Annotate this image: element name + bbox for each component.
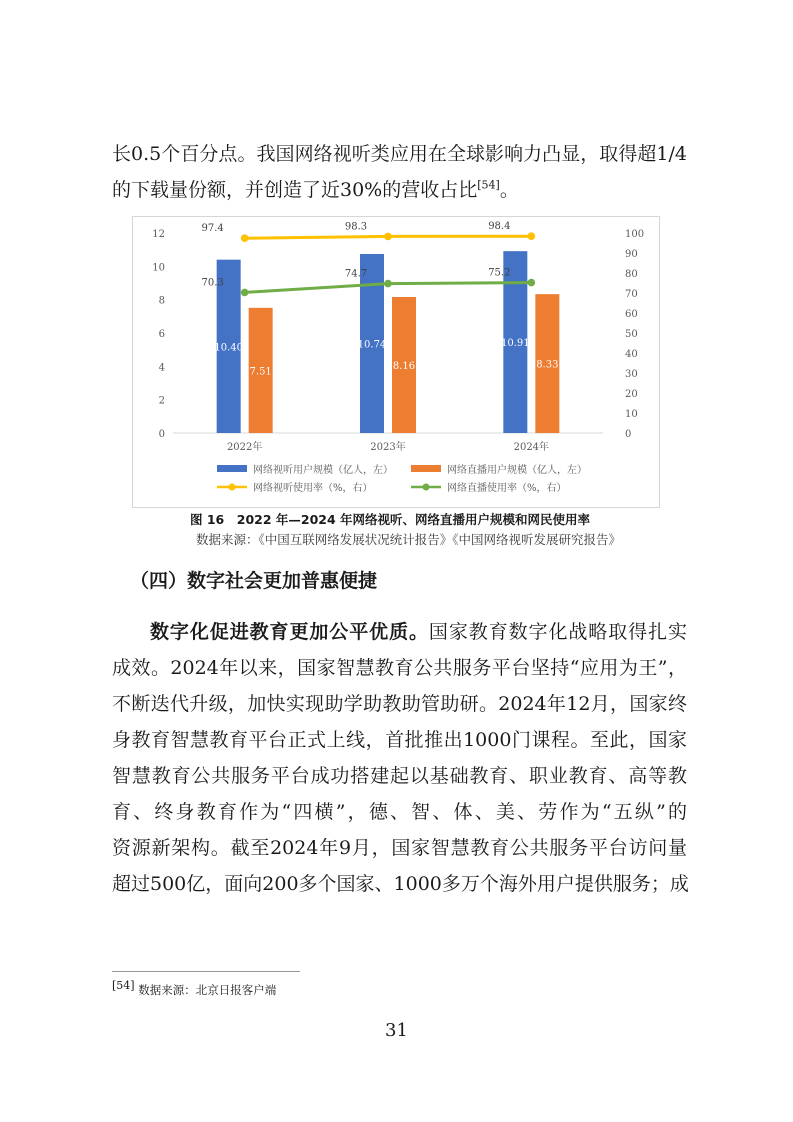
intro-paragraph bbox=[112, 136, 687, 208]
body-line: 成效。2024年以来，国家智慧教育公共服务平台坚持“应用为王”， bbox=[112, 657, 687, 679]
footnote bbox=[112, 979, 277, 998]
right-axis-tick: 20 bbox=[625, 389, 638, 400]
series-point-label: 98.3 bbox=[344, 221, 368, 233]
series-point-label: 70.3 bbox=[201, 277, 224, 289]
right-axis-tick: 0 bbox=[625, 429, 632, 440]
page-number: 31 bbox=[385, 1020, 408, 1041]
right-axis-tick: 70 bbox=[625, 289, 638, 300]
series-point-label: 98.4 bbox=[488, 221, 511, 233]
legend-label: 网络视听使用率（%，右） bbox=[253, 483, 373, 494]
figure-chart bbox=[132, 216, 660, 508]
footnote-divider bbox=[112, 971, 300, 972]
series-point bbox=[241, 289, 249, 297]
intro-line-2-end: 。 bbox=[499, 179, 519, 201]
series-point bbox=[528, 279, 536, 287]
legend-swatch bbox=[217, 465, 247, 472]
bar-value-label: 7.51 bbox=[249, 366, 272, 378]
series-point bbox=[528, 232, 536, 240]
legend-marker bbox=[229, 484, 236, 491]
body-line-1 bbox=[112, 614, 687, 650]
body-line: 智慧教育公共服务平台成功搭建起以基础教育、职业教育、高等教 bbox=[112, 765, 687, 787]
intro-line-1: 长0.5个百分点。我国网络视听类应用在全球影响力凸显，取得超1/4 bbox=[112, 143, 687, 165]
series-point bbox=[241, 234, 249, 242]
legend-marker bbox=[423, 484, 430, 491]
x-axis-category-label: 2023年 bbox=[370, 442, 406, 453]
right-axis-tick: 30 bbox=[625, 369, 638, 380]
x-axis-category-label: 2022年 bbox=[226, 442, 263, 453]
figure-source: 数据来源：《中国互联网络发展状况统计报告》《中国网络视听发展研究报告》 bbox=[196, 532, 622, 547]
body-line: 不断迭代升级，加快实现助学助教助管助研。2024年12月，国家终 bbox=[112, 693, 687, 715]
footnote-ref: [54] bbox=[112, 979, 135, 993]
legend-label: 网络直播使用率（%，右） bbox=[447, 483, 567, 494]
right-axis-tick: 60 bbox=[625, 309, 638, 320]
intro-line-2-text: 的下载量份额，并创造了近30%的营收占比 bbox=[112, 179, 478, 201]
x-axis-category-label: 2024年 bbox=[513, 442, 550, 453]
intro-line-2 bbox=[112, 172, 687, 208]
left-axis-tick: 10 bbox=[152, 262, 165, 274]
body-line: 资源新架构。截至2024年9月，国家智慧教育公共服务平台访问量 bbox=[112, 837, 687, 859]
right-axis-tick: 10 bbox=[625, 409, 638, 420]
left-axis-tick: 4 bbox=[158, 362, 165, 374]
section-heading: （四）数字社会更加普惠便捷 bbox=[130, 570, 378, 592]
figure-caption: 图 16 2022 年—2024 年网络视听、网络直播用户规模和网民使用率 bbox=[190, 512, 591, 527]
legend-label: 网络视听用户规模（亿人，左） bbox=[253, 465, 393, 476]
bar-value-label: 8.33 bbox=[536, 359, 559, 371]
series-point-label: 75.2 bbox=[488, 267, 511, 279]
body-paragraph bbox=[112, 614, 687, 902]
bar-value-label: 10.40 bbox=[214, 342, 243, 354]
bar-value-label: 10.74 bbox=[357, 339, 387, 351]
left-axis-tick: 6 bbox=[158, 329, 165, 340]
legend-swatch bbox=[411, 465, 441, 472]
body-line: 身教育智慧教育平台正式上线，首批推出1000门课程。至此，国家 bbox=[112, 729, 687, 751]
legend-label: 网络直播用户规模（亿人，左） bbox=[447, 465, 587, 476]
series-point-label: 97.4 bbox=[201, 223, 224, 235]
body-line-1-rest: 国家教育数字化战略取得扎实 bbox=[428, 621, 687, 643]
footnote-text: 数据来源：北京日报客户端 bbox=[138, 983, 277, 997]
right-axis-tick: 80 bbox=[625, 269, 638, 280]
right-axis-tick: 40 bbox=[625, 349, 638, 360]
series-point-label: 74.7 bbox=[344, 268, 368, 280]
citation-ref[interactable]: [54] bbox=[477, 178, 500, 192]
left-axis-tick: 12 bbox=[152, 229, 165, 240]
left-axis-tick: 2 bbox=[158, 395, 165, 407]
series-point bbox=[384, 280, 392, 288]
right-axis-tick: 100 bbox=[625, 229, 645, 240]
right-axis-tick: 90 bbox=[625, 249, 638, 260]
body-lead-bold: 数字化促进教育更加公平优质。 bbox=[150, 621, 429, 643]
body-line: 育、终身教育作为“四横”，德、智、体、美、劳作为“五纵”的 bbox=[112, 801, 687, 823]
bar-value-label: 8.16 bbox=[392, 361, 416, 372]
chart-svg bbox=[133, 217, 659, 507]
left-axis-tick: 8 bbox=[158, 295, 165, 307]
bar-value-label: 10.91 bbox=[501, 338, 530, 350]
right-axis-tick: 50 bbox=[625, 329, 638, 340]
left-axis-tick: 0 bbox=[158, 429, 165, 440]
series-point bbox=[384, 233, 392, 241]
body-line: 超过500亿，面向200多个国家、1000多万个海外用户提供服务；成 bbox=[112, 873, 689, 895]
